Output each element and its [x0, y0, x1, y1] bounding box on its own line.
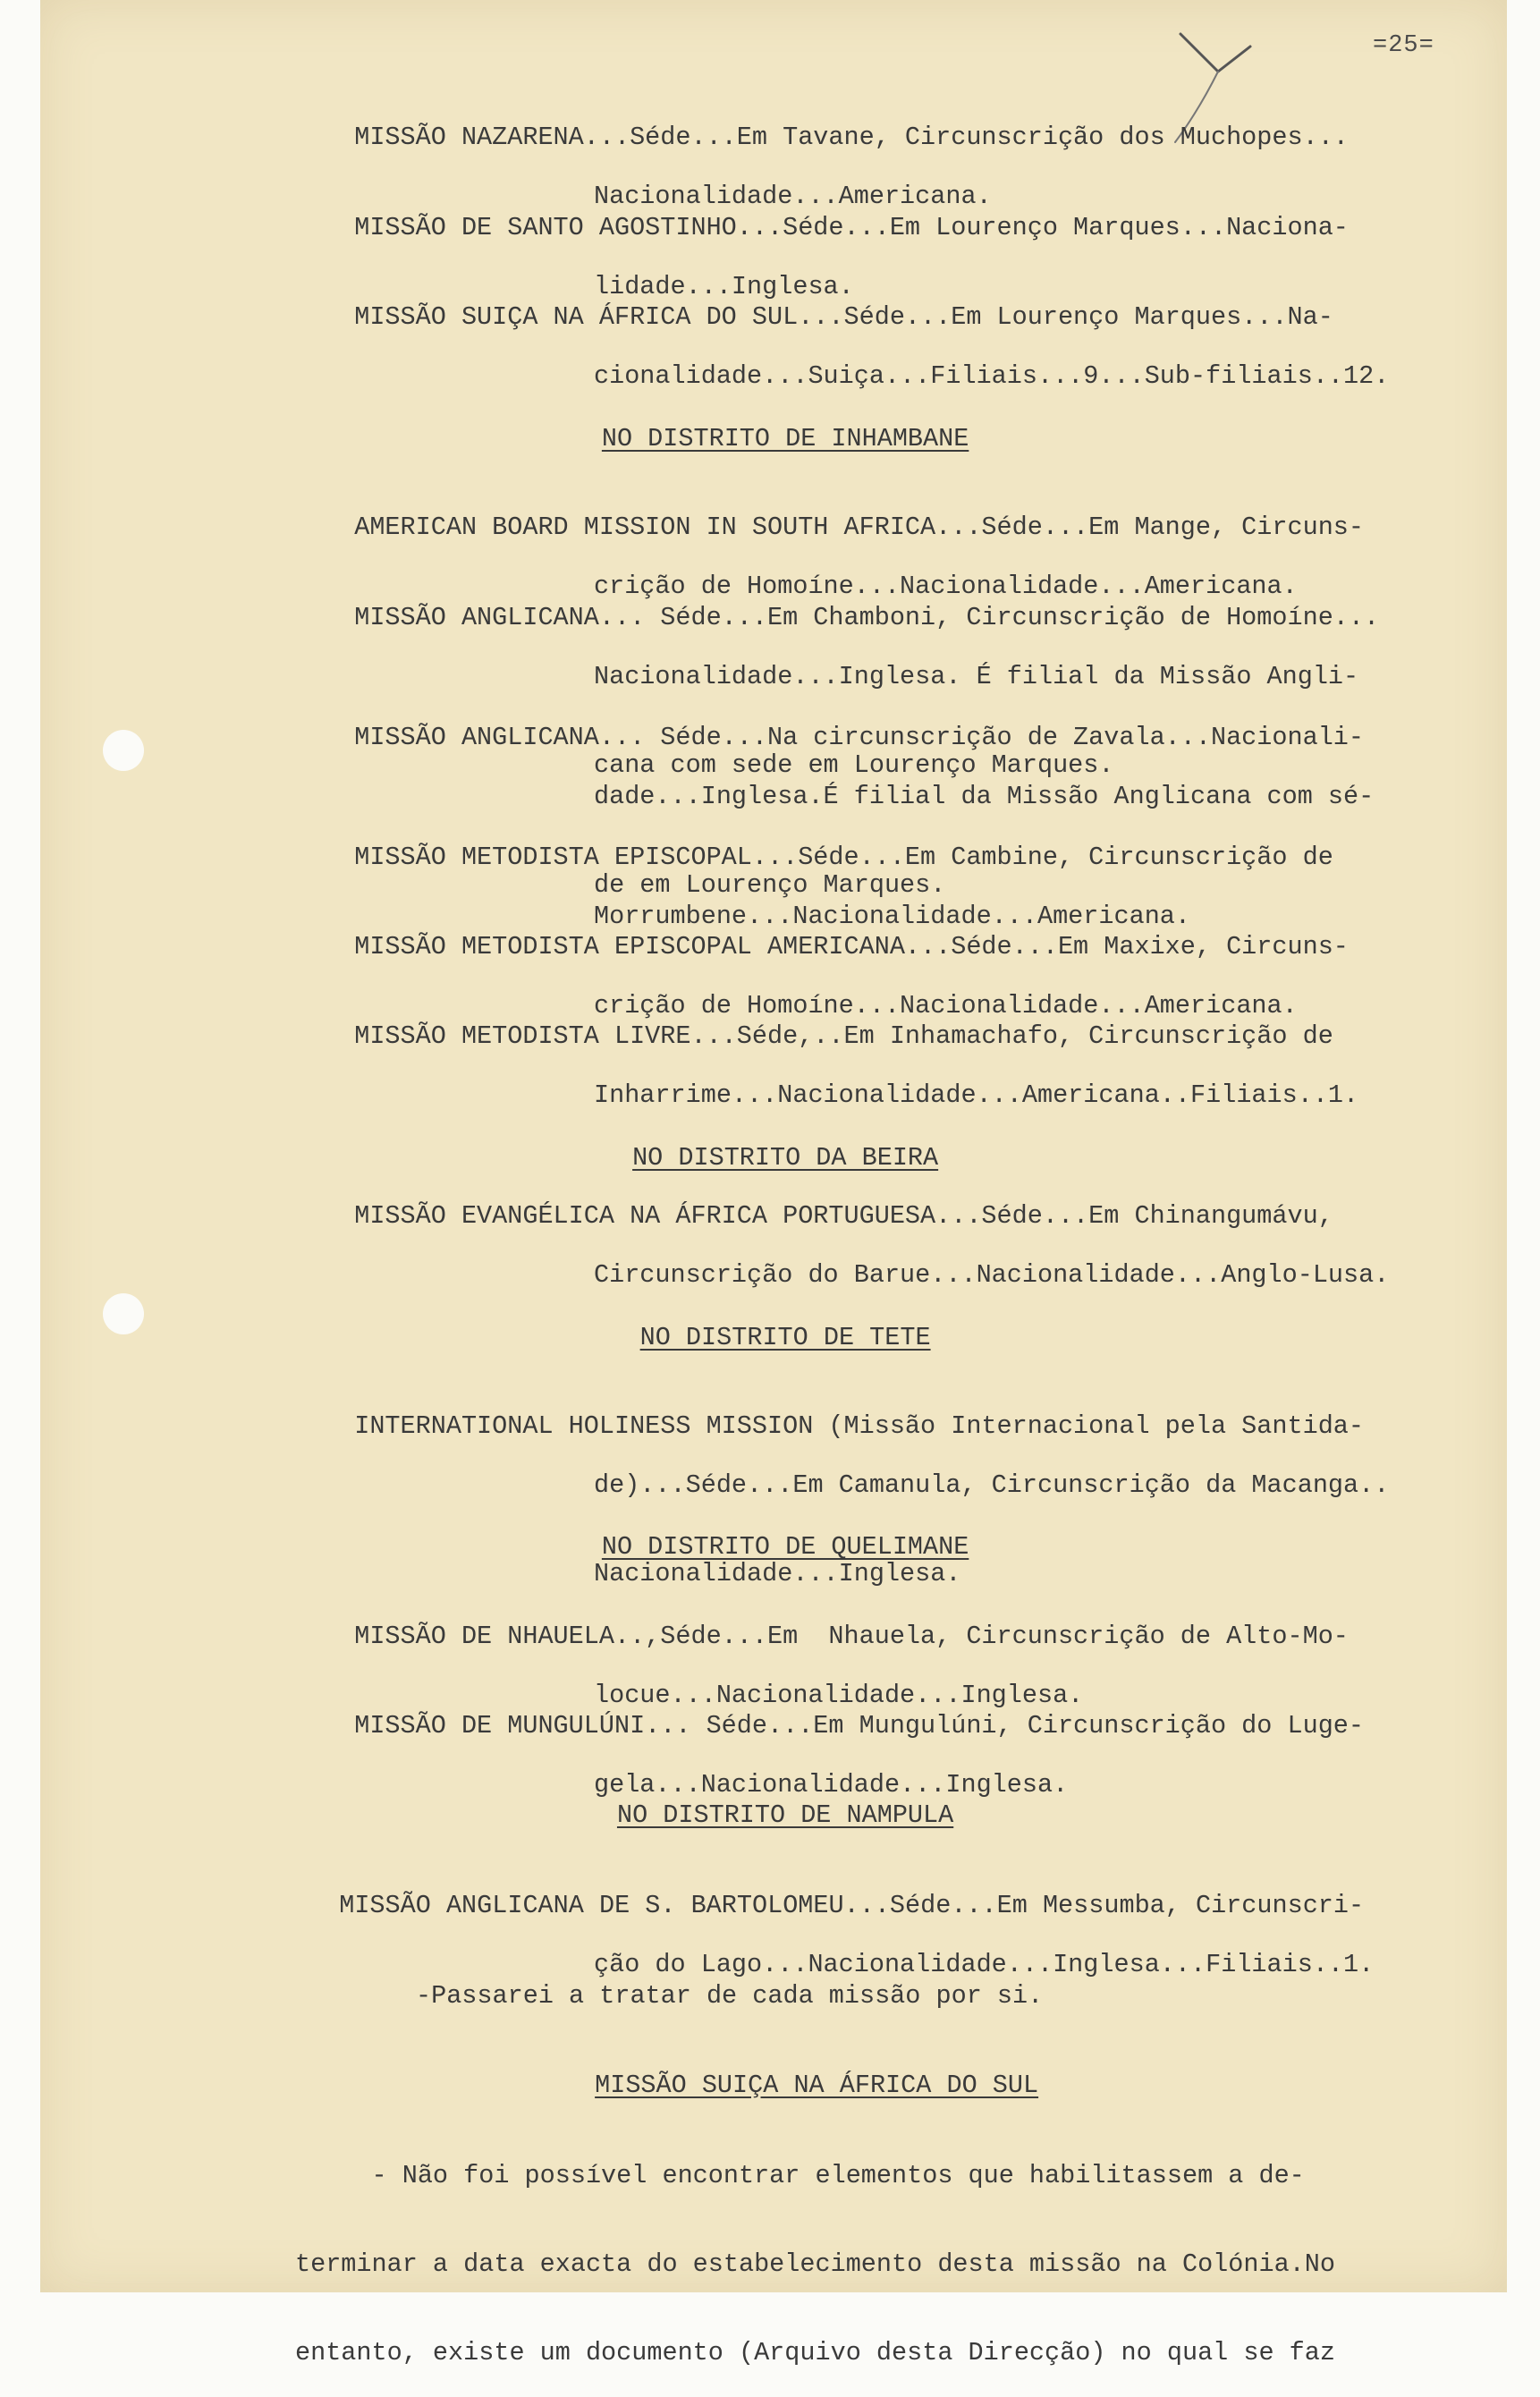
entry-line: MISSÃO DE MUNGULÚNI... Séde...Em Mungulúni, Circunscrição do Luge- — [354, 1711, 1365, 1741]
entry-line: MISSÃO METODISTA EPISCOPAL...Séde...Em Cambine, Circunscrição de — [354, 843, 1333, 872]
paragraph-line: terminar a data exacta do estabelecimento desta missão na Colónia.No — [295, 2249, 1335, 2279]
district-heading — [0, 394, 1540, 453]
entry-line: MISSÃO NAZARENA...Séde...Em Tavane, Circunscrição dos Muchopes... — [354, 123, 1349, 152]
entry-line: MISSÃO DE NHAUELA..,Séde...Em Nhauela, Circunscrição de Alto-Mo- — [354, 1622, 1349, 1651]
entry-line: crição de Homoíne...Nacionalidade...Americana. — [594, 572, 1298, 601]
entry-line: MISSÃO METODISTA EPISCOPAL AMERICANA...Séde...Em Maxixe, Circuns- — [354, 932, 1349, 961]
entry-line: crição de Homoíne...Nacionalidade...Americana. — [594, 991, 1298, 1021]
heading-text: NO DISTRITO DE INHAMBANE — [601, 424, 969, 453]
entry-line: ção do Lago...Nacionalidade...Inglesa...Filiais..1. — [594, 1950, 1375, 1979]
paragraph-line: - Não foi possível encontrar elementos que habilitassem a de- — [295, 2161, 1305, 2190]
entry-line: cana com sede em Lourenço Marques. — [594, 750, 1114, 780]
page-number: =25= — [1373, 32, 1434, 59]
district-heading — [0, 1293, 1540, 1352]
entry-line: locue...Nacionalidade...Inglesa. — [594, 1681, 1084, 1710]
mission-entry — [324, 1382, 1522, 1618]
district-heading — [0, 1771, 1540, 1830]
entry-line: MISSÃO ANGLICANA... Séde...Em Chamboni, Circunscrição de Homoíne... — [354, 603, 1380, 632]
heading-text: NO DISTRITO DE QUELIMANE — [601, 1532, 969, 1562]
entry-line: de)...Séde...Em Camanula, Circunscrição da Macanga.. — [594, 1470, 1390, 1500]
entry-line: gela...Nacionalidade...Inglesa. — [594, 1770, 1069, 1800]
entry-line: Circunscrição do Barue...Nacionalidade...Anglo-Lusa. — [594, 1260, 1390, 1290]
entry-line: lidade...Inglesa. — [594, 272, 854, 301]
entry-line: MISSÃO EVANGÉLICA NA ÁFRICA PORTUGUESA...Séde...Em Chinangumávu, — [354, 1201, 1333, 1231]
heading-text: NO DISTRITO DA BEIRA — [632, 1143, 939, 1173]
punch-hole-upper — [103, 730, 144, 771]
section-heading — [31, 2041, 1540, 2100]
entry-line: dade...Inglesa.É filial da Missão Anglicana com sé- — [594, 782, 1375, 811]
district-heading — [0, 1114, 1540, 1173]
entry-line: cionalidade...Suiça...Filiais...9...Sub-filiais..12. — [594, 361, 1390, 391]
entry-line: MISSÃO SUIÇA NA ÁFRICA DO SUL...Séde...Em Lourenço Marques...Na- — [354, 302, 1333, 332]
entry-line: Nacionalidade...Inglesa. — [594, 1559, 961, 1588]
entry-line: Morrumbene...Nacionalidade...Americana. — [594, 902, 1191, 931]
entry-line: de em Lourenço Marques. — [594, 870, 946, 900]
entry-line: MISSÃO DE SANTO AGOSTINHO...Séde...Em Lourenço Marques...Naciona- — [354, 213, 1349, 242]
entry-line: Nacionalidade...Inglesa. É filial da Missão Angli- — [594, 662, 1359, 691]
entry-line: MISSÃO METODISTA LIVRE...Séde,..Em Inhamachafo, Circunscrição de — [354, 1021, 1333, 1051]
entry-line: MISSÃO ANGLICANA DE S. BARTOLOMEU...Séde...Em Messumba, Circunscri- — [339, 1891, 1365, 1920]
entry-line: AMERICAN BOARD MISSION IN SOUTH AFRICA...Séde...Em Mange, Circuns- — [354, 512, 1365, 542]
heading-text: MISSÃO SUIÇA NA ÁFRICA DO SUL — [595, 2071, 1039, 2100]
body-paragraph — [295, 2102, 1335, 2397]
district-heading — [0, 1503, 1540, 1562]
entry-line: Inharrime...Nacionalidade...Americana..Filiais..1. — [594, 1080, 1359, 1110]
heading-text: NO DISTRITO DE TETE — [639, 1323, 931, 1352]
entry-line: Nacionalidade...Americana. — [594, 182, 992, 211]
closing-intro: -Passarei a tratar de cada missão por si. — [416, 1981, 1044, 2011]
paragraph-line: entanto, existe um documento (Arquivo desta Direcção) no qual se faz — [295, 2338, 1335, 2367]
heading-text: NO DISTRITO DE NAMPULA — [616, 1800, 954, 1830]
entry-line: MISSÃO ANGLICANA... Séde...Na circunscrição de Zavala...Nacionali- — [354, 723, 1365, 752]
entry-line: INTERNATIONAL HOLINESS MISSION (Missão Internacional pela Santida- — [354, 1411, 1365, 1441]
